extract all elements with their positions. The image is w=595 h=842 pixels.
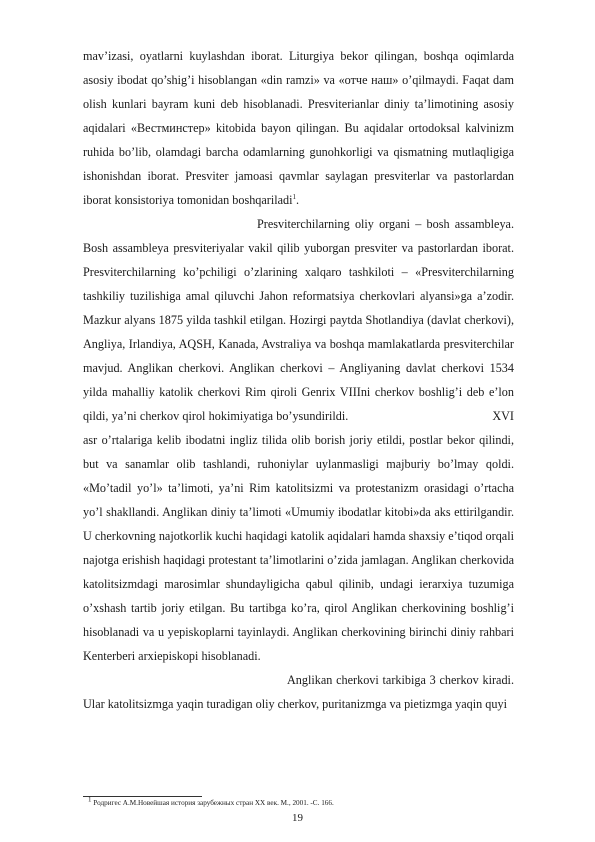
footnote-marker: 1	[292, 192, 297, 201]
paragraph-3: Anglikan cherkovi tarkibiga 3 cherkov kiradi. Ular katolitsizmga yaqin turadigan oliy cherkov, puritanizmga va pietizmga yaqin quyi	[83, 673, 514, 711]
paragraph-2: Presviterchilarning oliy organi – bosh assambleya. Bosh assambleya presviteriyalar vakil qilib yuborgan presviter va pastorlardan iborat. Presviterchilarning ko’pchiligi o’zlarining xalqaro tashkiloti – «Presviterchilarning tashkiliy tuzilishiga amal qiluvchi Jahon reformatsiya cherkovlari alyansi»ga a’zodir. Mazkur alyans 1875 yilda tashkil etilgan. Hozirgi paytda Shotlandiya (davlat cherkovi), Angliya, Irlandiya, AQSH, Kanada, Avstraliya va boshqa mamlakatlarda presviterchilar mavjud. Anglikan cherkovi. Anglikan cherkovi – Angliyaning davlat cherkovi 1534 yilda mahalliy katolik cherkovi Rim qiroli Genrix VIIIni cherkov boshlig’i deb e’lon qildi, ya’ni cherkov qirol hokimiyatiga bo’ysundirildi. XVI asr o’rtalariga kelib ibodatni ingliz tilida olib borish joriy etildi, postlar bekor qilindi, but va sanamlar olib tashlandi, ruhoniylar uylanmasligi majburiy bo’lmay qoldi. «Mo’tadil yo’l» ta’limoti, ya’ni Rim katolitsizmi va protestanizm orasidagi o’rtacha yo’l shakllandi. Anglikan diniy ta’limoti «Umumiy ibodatlar kitobi»da aks ettirilgandir. U cherkovning najotkorlik kuchi haqidagi katolik aqidalari hamda shaxsiy e’tiqod orqali najotga erishish haqidagi protestant ta’limotlarini o’zida jamlagan. Anglikan cherkovida katolitsizmdagi marosimlar shundayligicha qabul qilinib, undagi ierarxiya tuzumiga o’xshash tartib joriy etilgan. Bu tartibga ko’ra, qirol Anglikan cherkovining boshlig’i hisoblanadi va u yepiskoplarni tayinlaydi. Anglikan cherkovining birinchi diniy rahbari Kenterberi arxiepiskopi hisoblanadi.	[83, 217, 514, 663]
footnote-number: 1	[88, 795, 92, 804]
footnote-separator	[83, 796, 202, 797]
footnote	[88, 795, 518, 808]
paragraph-1: mav’izasi, oyatlarni kuylashdan iborat. Liturgiya bekor qilingan, boshqa oqimlarda asosiy ibodat qo’shig’i hisoblangan «din ramzi» va «отче наш» o’qilmaydi. Faqat dam olish kunlari bayram kuni deb hisoblanadi. Presviterianlar diniy ta’limotining asosiy aqidalari «Вестминстер» kitobida bayon qilingan. Bu aqidalar ortodoksal kalvinizm ruhida bo’lib, olamdagi barcha odamlarning gunohkorligi va qismatning mutlaqligiga ishonishdan iborat. Presviter jamoasi qavmlar saylagan presviterlar va pastorlardan iborat konsistoriya tomonidan boshqariladi$^1$.	[83, 49, 514, 207]
body-text	[83, 44, 514, 716]
footnote-text: Родригес А.М.Новейшая история зарубежных стран XX век. М., 2001. -С. 166.	[93, 799, 334, 807]
page-number: 19	[292, 812, 303, 824]
